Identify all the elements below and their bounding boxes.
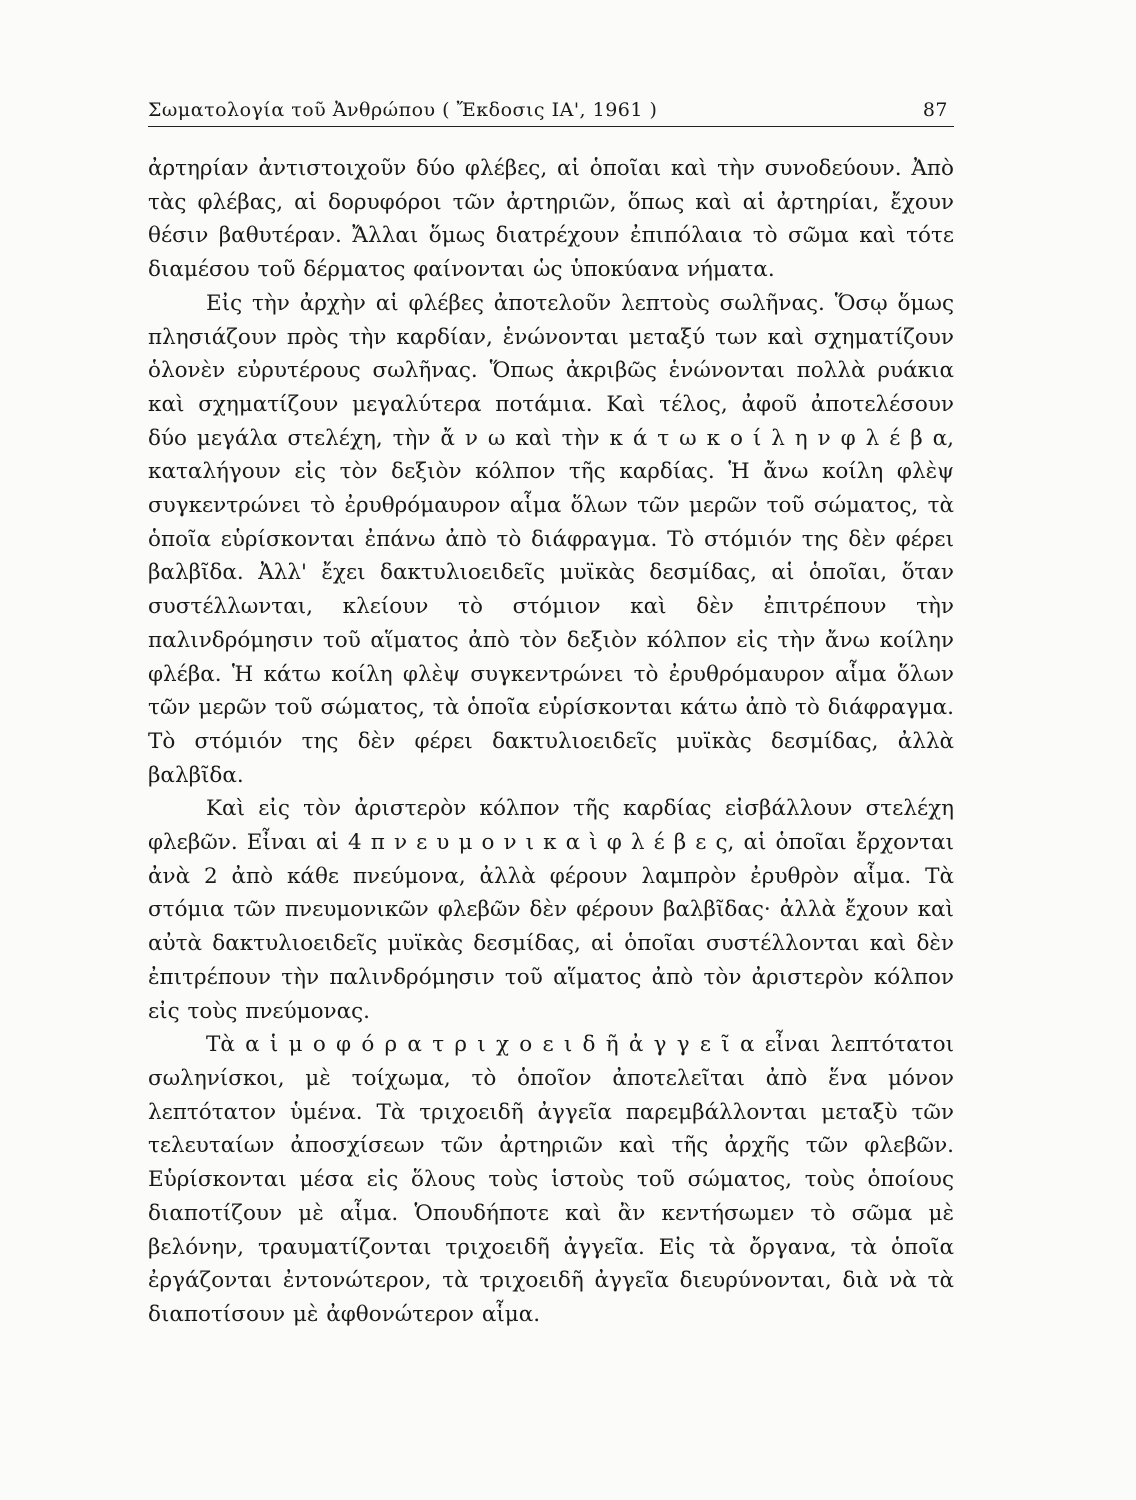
body-text: [148, 152, 954, 1332]
paragraph-veins-to-heart: Εἰς τὴν ἀρχὴν αἱ φλέβες ἀποτελοῦν λεπτοὺς σωλῆνας. Ὅσῳ ὅμως πλησιάζουν πρὸς τὴν καρδίαν, ἑνώνονται μεταξύ των καὶ σχηματίζουν ὁλονὲν εὐρυτέρους σωλῆνας. Ὅπως ἀκριβῶς ἑνώνονται πολλὰ ρυάκια καὶ σχηματίζουν μεγαλύτερα ποτάμια. Καὶ τέλος, ἀφοῦ ἀποτελέσουν δύο μεγάλα στελέχη, τὴν ἄ ν ω καὶ τὴν κ ά τ ω κ ο ί λ η ν φ λ έ β α, καταλήγουν εἰς τὸν δεξιὸν κόλπον τῆς καρδίας. Ἡ ἄνω κοίλη φλὲψ συγκεντρώνει τὸ ἐρυθρόμαυρον αἷμα ὅλων τῶν μερῶν τοῦ σώματος, τὰ ὁποῖα εὑρίσκονται ἐπάνω ἀπὸ τὸ διάφραγμα. Τὸ στόμιόν της δὲν φέρει βαλβῖδα. Ἀλλ' ἔχει δακτυλιοειδεῖς μυϊκὰς δεσμίδας, αἱ ὁποῖαι, ὅταν συστέλλωνται, κλείουν τὸ στόμιον καὶ δὲν ἐπιτρέπουν τὴν παλινδρόμησιν τοῦ αἵματος ἀπὸ τὸν δεξιὸν κόλπον εἰς τὴν ἄνω κοίλην φλέβα. Ἡ κάτω κοίλη φλὲψ συγκεντρώνει τὸ ἐρυθρόμαυρον αἷμα ὅλων τῶν μερῶν τοῦ σώματος, τὰ ὁποῖα εὑρίσκονται κάτω ἀπὸ τὸ διάφραγμα. Τὸ στόμιόν της δὲν φέρει δακτυλιοειδεῖς μυϊκὰς δεσμίδας, ἀλλὰ βαλβῖδα.: [148, 290, 954, 788]
running-title: Σωματολογία τοῦ Ἀνθρώπου ( Ἔκδοσις ΙΑ', 1961 ): [148, 99, 658, 121]
paragraph-pulmonary-veins: Καὶ εἰς τὸν ἀριστερὸν κόλπον τῆς καρδίας εἰσβάλλουν στελέχη φλεβῶν. Εἶναι αἱ 4 π ν ε υ μ ο ν ι κ α ὶ φ λ έ β ε ς, αἱ ὁποῖαι ἔρχονται ἀνὰ 2 ἀπὸ κάθε πνεύμονα, ἀλλὰ φέρουν λαμπρὸν ἐρυθρὸν αἷμα. Τὰ στόμια τῶν πνευμονικῶν φλεβῶν δὲν φέρουν βαλβῖδας· ἀλλὰ ἔχουν καὶ αὐτὰ δακτυλιοειδεῖς μυϊκὰς δεσμίδας, αἱ ὁποῖαι συστέλλονται καὶ δὲν ἐπιτρέπουν τὴν παλινδρόμησιν τοῦ αἵματος ἀπὸ τὸν ἀριστερὸν κόλπον εἰς τοὺς πνεύμονας.: [148, 796, 954, 1024]
paragraph-continuation: ἀρτηρίαν ἀντιστοιχοῦν δύο φλέβες, αἱ ὁποῖαι καὶ τὴν συνοδεύουν. Ἀπὸ τὰς φλέβας, αἱ δορυφόροι τῶν ἀρτηριῶν, ὅπως καὶ αἱ ἀρτηρίαι, ἔχουν θέσιν βαθυτέραν. Ἄλλαι ὅμως διατρέχουν ἐπιπόλαια τὸ σῶμα καὶ τότε διαμέσου τοῦ δέρματος φαίνονται ὡς ὑποκύανα νήματα.: [148, 156, 954, 283]
running-header: [148, 96, 954, 127]
page-number: 87: [922, 99, 948, 121]
paragraph-capillaries: Τὰ α ἱ μ ο φ ό ρ α τ ρ ι χ ο ε ι δ ῆ ἀ γ γ ε ῖ α εἶναι λεπτότατοι σωληνίσκοι, μὲ τοίχωμα, τὸ ὁποῖον ἀποτελεῖται ἀπὸ ἕνα μόνον λεπτότατον ὑμένα. Τὰ τριχοειδῆ ἀγγεῖα παρεμβάλλονται μεταξὺ τῶν τελευταίων ἀποσχίσεων τῶν ἀρτηριῶν καὶ τῆς ἀρχῆς τῶν φλεβῶν. Εὑρίσκονται μέσα εἰς ὅλους τοὺς ἱστοὺς τοῦ σώματος, τοὺς ὁποίους διαποτίζουν μὲ αἷμα. Ὁπουδήποτε καὶ ἂν κεντήσωμεν τὸ σῶμα μὲ βελόνην, τραυματίζονται τριχοειδῆ ἀγγεῖα. Εἰς τὰ ὄργανα, τὰ ὁποῖα ἐργάζονται ἐντονώτερον, τὰ τριχοειδῆ ἀγγεῖα διευρύνονται, διὰ νὰ τὰ διαποτίσουν μὲ ἀφθονώτερον αἷμα.: [148, 1032, 954, 1327]
